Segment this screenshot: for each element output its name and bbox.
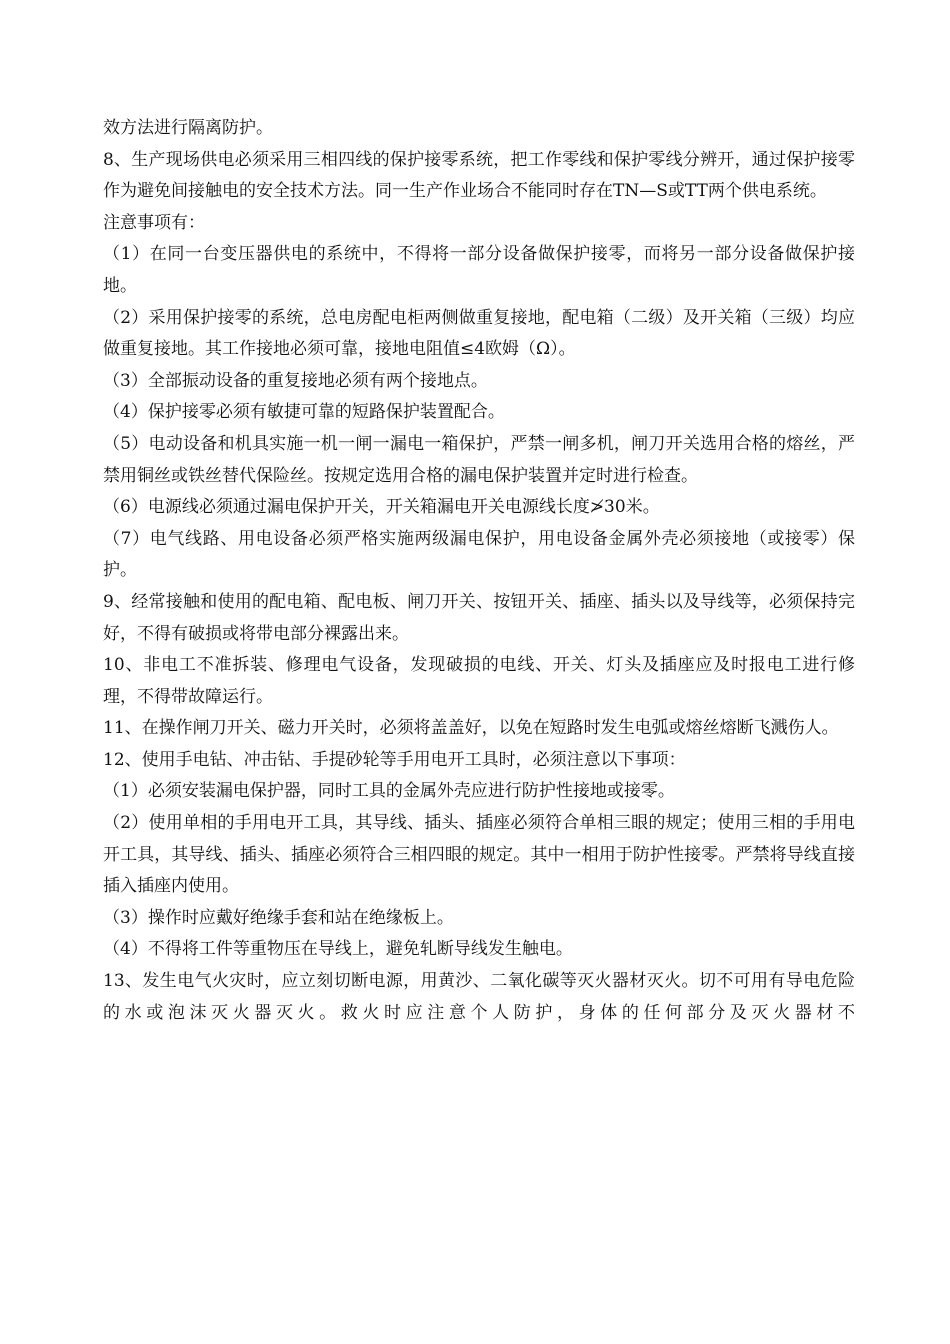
paragraph-note-5: （5）电动设备和机具实施一机一闸一漏电一箱保护，严禁一闸多机，闸刀开关选用合格的熔丝，严禁用铜丝或铁丝替代保险丝。按规定选用合格的漏电保护装置并定时进行检查。 (103, 433, 855, 486)
paragraph-note-6: （6）电源线必须通过漏电保护开关，开关箱漏电开关电源线长度≯30米。 (103, 497, 660, 518)
paragraph-item-12-sub-3: （3）操作时应戴好绝缘手套和站在绝缘板上。 (103, 907, 454, 928)
document-page (103, 113, 855, 1029)
paragraph-notes-heading: 注意事项有： (103, 212, 205, 233)
paragraph-note-4: （4）保护接零必须有敏捷可靠的短路保护装置配合。 (103, 402, 505, 423)
paragraph-continuation: 效方法进行隔离防护。 (103, 118, 273, 138)
paragraph-note-3: （3）全部振动设备的重复接地必须有两个接地点。 (103, 370, 488, 391)
paragraph-item-8: 8、生产现场供电必须采用三相四线的保护接零系统，把工作零线和保护零线分辨开，通过保护接零作为避免间接触电的安全技术方法。同一生产作业场合不能同时存在TN—S或TT两个供电系统。 (103, 149, 855, 202)
paragraph-item-12-sub-1: （1）必须安装漏电保护器，同时工具的金属外壳应进行防护性接地或接零。 (103, 781, 675, 802)
paragraph-note-7: （7）电气线路、用电设备必须严格实施两级漏电保护，用电设备金属外壳必须接地（或接零）保护。 (103, 528, 855, 581)
paragraph-item-9: 9、经常接触和使用的配电箱、配电板、闸刀开关、按钮开关、插座、插头以及导线等，必须保持完好，不得有破损或将带电部分裸露出来。 (103, 591, 855, 644)
paragraph-item-11: 11、在操作闸刀开关、磁力开关时，必须将盖盖好，以免在短路时发生电弧或熔丝熔断飞溅伤人。 (103, 718, 839, 739)
paragraph-item-13: 13、发生电气火灾时，应立刻切断电源，用黄沙、二氧化碳等灭火器材灭火。切不可用有导电危险的水或泡沫灭火器灭火。救火时应注意个人防护，身体的任何部分及灭火器材不 (103, 971, 855, 1023)
paragraph-item-12-sub-4: （4）不得将工件等重物压在导线上，避免轧断导线发生触电。 (103, 939, 573, 960)
paragraph-item-12-sub-2: （2）使用单相的手用电开工具，其导线、插头、插座必须符合单相三眼的规定；使用三相的手用电开工具，其导线、插头、插座必须符合三相四眼的规定。其中一相用于防护性接零。严禁将导线直接插入插座内使用。 (103, 813, 855, 897)
paragraph-note-2: （2）采用保护接零的系统，总电房配电柜两侧做重复接地，配电箱（二级）及开关箱（三级）均应做重复接地。其工作接地必须可靠，接地电阻值≤4欧姆（Ω）。 (103, 307, 855, 360)
paragraph-note-1: （1）在同一台变压器供电的系统中，不得将一部分设备做保护接零，而将另一部分设备做保护接地。 (103, 244, 855, 296)
paragraph-item-10: 10、非电工不准拆装、修理电气设备，发现破损的电线、开关、灯头及插座应及时报电工进行修理，不得带故障运行。 (103, 655, 855, 707)
paragraph-item-12: 12、使用手电钻、冲击钻、手提砂轮等手用电开工具时，必须注意以下事项： (103, 749, 686, 770)
